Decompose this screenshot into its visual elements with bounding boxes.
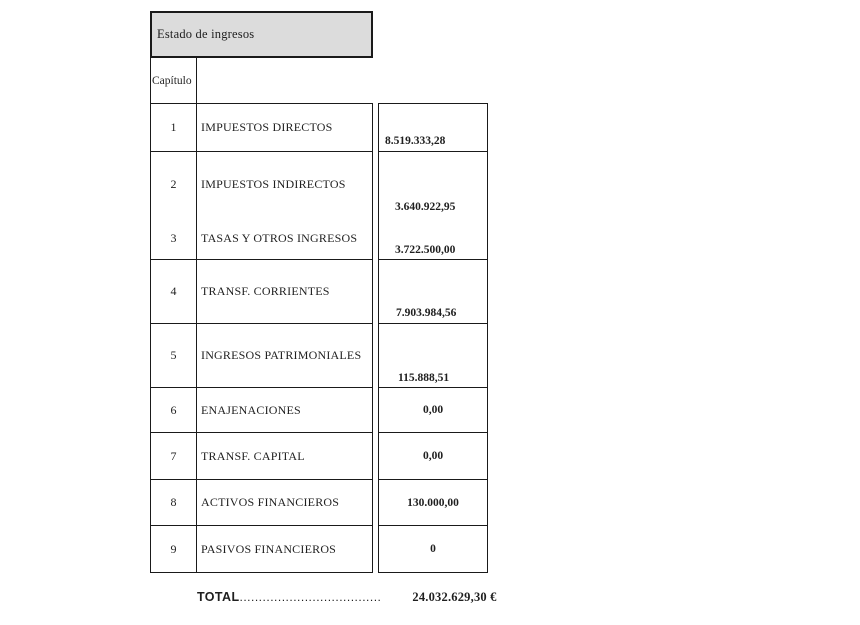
- chapter-description: TASAS Y OTROS INGRESOS: [201, 230, 358, 245]
- chapter-number: 7: [151, 433, 197, 479]
- report-title: Estado de ingresos: [157, 27, 255, 41]
- amount-value: 0,00: [422, 404, 444, 416]
- chapter-description: ENAJENACIONES: [201, 402, 301, 417]
- chapter-number: 8: [151, 480, 197, 525]
- chapter-number: 6: [151, 388, 197, 432]
- table-row: [151, 104, 372, 152]
- chapter-description: PASIVOS FINANCIEROS: [201, 541, 337, 556]
- table-row: [151, 526, 372, 572]
- amount-row: [379, 433, 487, 480]
- table-row: [151, 260, 372, 324]
- amount-value: 115.888,51: [398, 372, 450, 384]
- total-row: [197, 590, 497, 608]
- chapters-table: [150, 103, 373, 573]
- amount-row: [379, 260, 487, 324]
- chapter-number: 5: [151, 324, 197, 387]
- amount-value: 0: [430, 543, 436, 555]
- chapter-description: IMPUESTOS INDIRECTOS: [201, 177, 346, 192]
- total-leader-dots: .....................................: [239, 590, 382, 604]
- chapter-column-header: Capítulo: [152, 74, 192, 87]
- table-row: [151, 324, 372, 388]
- amount-value: 8.519.333,28: [385, 135, 446, 147]
- table-row: [151, 480, 372, 526]
- amount-value: 130.000,00: [407, 496, 459, 509]
- table-row: [151, 388, 372, 433]
- amount-row: [379, 104, 487, 152]
- chapter-description: IMPUESTOS DIRECTOS: [201, 120, 333, 134]
- amount-row: [379, 388, 487, 433]
- amount-value: 3.722.500,00: [395, 244, 456, 256]
- chapter-description: TRANSF. CAPITAL: [201, 448, 305, 463]
- table-row: [151, 152, 372, 260]
- report-title-box: [150, 11, 373, 58]
- amounts-table: [378, 103, 488, 573]
- chapter-number: 3: [151, 206, 197, 260]
- chapter-number: 2: [151, 152, 197, 206]
- chapter-number: 9: [151, 526, 197, 572]
- chapter-column-header-cell: [150, 58, 197, 103]
- chapter-description: TRANSF. CORRIENTES: [201, 284, 330, 298]
- amount-row: [379, 152, 487, 260]
- table-row: [151, 433, 372, 480]
- amount-value: 0,00: [422, 450, 444, 462]
- chapter-description: INGRESOS PATRIMONIALES: [201, 348, 362, 362]
- amount-value: 7.903.984,56: [396, 307, 457, 319]
- chapter-description: ACTIVOS FINANCIEROS: [201, 495, 340, 509]
- amount-row: [379, 324, 487, 388]
- amount-value: 3.640.922,95: [395, 201, 456, 213]
- total-amount: 24.032.629,30 €: [412, 590, 497, 604]
- amount-row: [379, 480, 487, 526]
- amount-row: [379, 526, 487, 572]
- chapter-number: 4: [151, 260, 197, 323]
- chapter-number: 1: [151, 104, 197, 151]
- total-label: TOTAL: [197, 590, 240, 604]
